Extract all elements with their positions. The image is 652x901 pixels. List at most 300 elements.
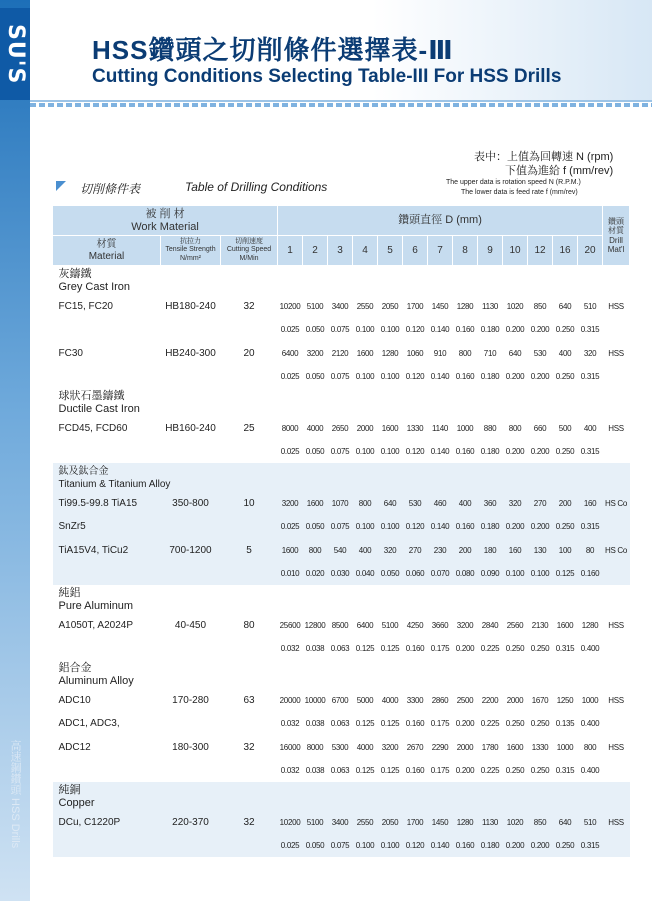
rpm-value: 1280 xyxy=(578,613,603,637)
cutting-speed: 63 xyxy=(221,688,278,712)
diameter-col-header: 2 xyxy=(303,236,328,266)
feed-value: 0.125 xyxy=(353,759,378,782)
feed-value: 0.125 xyxy=(378,759,403,782)
material-name xyxy=(53,834,161,857)
feed-value: 0.075 xyxy=(328,515,353,538)
feed-value: 0.315 xyxy=(553,759,578,782)
drill-material xyxy=(603,834,630,857)
rpm-value: 1330 xyxy=(528,735,553,759)
feed-value: 0.200 xyxy=(503,440,528,463)
cutting-speed xyxy=(221,562,278,585)
feed-value: 0.140 xyxy=(428,318,453,341)
tensile-strength xyxy=(161,637,221,660)
rpm-value: 4250 xyxy=(403,613,428,637)
table-row xyxy=(53,613,630,637)
drill-material: HSS xyxy=(603,416,630,440)
drill-material: HSS xyxy=(603,735,630,759)
feed-value: 0.160 xyxy=(453,834,478,857)
material-name: A1050T, A2024P xyxy=(53,613,161,637)
diameter-col-header: 8 xyxy=(453,236,478,266)
diameter-col-header: 12 xyxy=(528,236,553,266)
tensile-strength xyxy=(161,759,221,782)
rpm-value: 2670 xyxy=(403,735,428,759)
material-name xyxy=(53,318,161,341)
rpm-value: 1450 xyxy=(428,294,453,318)
feed-value: 0.400 xyxy=(578,637,603,660)
feed-value: 0.225 xyxy=(478,712,503,735)
material-name xyxy=(53,365,161,388)
group-row xyxy=(53,585,630,613)
rpm-value: 400 xyxy=(353,538,378,562)
feed-value: 0.075 xyxy=(328,318,353,341)
feed-value: 0.250 xyxy=(503,712,528,735)
material-group-name: 灰鑄鐵 Grey Cast Iron xyxy=(53,266,630,295)
material-name: FCD45, FCD60 xyxy=(53,416,161,440)
feed-value: 0.140 xyxy=(428,515,453,538)
feed-value: 0.200 xyxy=(528,318,553,341)
table-row xyxy=(53,491,630,515)
feed-value: 0.200 xyxy=(528,440,553,463)
feed-value: 0.025 xyxy=(278,365,303,388)
drill-material xyxy=(603,712,630,735)
feed-value: 0.225 xyxy=(478,637,503,660)
feed-value: 0.180 xyxy=(478,365,503,388)
feed-value: 0.100 xyxy=(353,318,378,341)
rpm-value: 2560 xyxy=(503,613,528,637)
material-group-name: 純鋁 Pure Aluminum xyxy=(53,585,630,613)
rpm-value: 2550 xyxy=(353,294,378,318)
rpm-value: 2860 xyxy=(428,688,453,712)
feed-value: 0.075 xyxy=(328,440,353,463)
material-group-name: 純銅 Copper xyxy=(53,782,630,810)
tensile-strength: 350-800 xyxy=(161,491,221,515)
group-row xyxy=(53,660,630,688)
feed-value: 0.200 xyxy=(528,365,553,388)
tensile-strength: 170-280 xyxy=(161,688,221,712)
conditions-table xyxy=(52,205,629,857)
table-row xyxy=(53,341,630,365)
cutting-speed: 32 xyxy=(221,735,278,759)
table-row xyxy=(53,735,630,759)
feed-value: 0.025 xyxy=(278,515,303,538)
tensile-header: 抗拉力 Tensile Strength N/mm² xyxy=(161,236,221,266)
rpm-value: 3400 xyxy=(328,810,353,834)
rpm-value: 2840 xyxy=(478,613,503,637)
feed-value: 0.038 xyxy=(303,637,328,660)
drill-material: HSS xyxy=(603,294,630,318)
rpm-value: 25600 xyxy=(278,613,303,637)
feed-value: 0.250 xyxy=(503,759,528,782)
rpm-value: 2000 xyxy=(453,735,478,759)
note-upper-en: The upper data is rotation speed N (R.P.M.) xyxy=(446,179,581,186)
feed-value: 0.125 xyxy=(553,562,578,585)
feed-value: 0.120 xyxy=(403,834,428,857)
rpm-value: 1000 xyxy=(453,416,478,440)
table-row xyxy=(53,538,630,562)
table-row xyxy=(53,759,630,782)
feed-value: 0.250 xyxy=(528,637,553,660)
feed-value: 0.032 xyxy=(278,759,303,782)
feed-value: 0.175 xyxy=(428,712,453,735)
rpm-value: 2130 xyxy=(528,613,553,637)
rpm-value: 1700 xyxy=(403,294,428,318)
rpm-value: 3200 xyxy=(453,613,478,637)
material-name xyxy=(53,440,161,463)
rpm-value: 1020 xyxy=(503,810,528,834)
feed-value: 0.125 xyxy=(378,637,403,660)
feed-value: 0.160 xyxy=(453,365,478,388)
tensile-strength: 700-1200 xyxy=(161,538,221,562)
rpm-value: 800 xyxy=(578,735,603,759)
rpm-value: 6700 xyxy=(328,688,353,712)
feed-value: 0.250 xyxy=(553,318,578,341)
feed-value: 0.050 xyxy=(303,318,328,341)
rpm-value: 2050 xyxy=(378,294,403,318)
drill-material: HSS xyxy=(603,688,630,712)
table-row xyxy=(53,712,630,735)
rpm-value: 8000 xyxy=(303,735,328,759)
feed-value: 0.160 xyxy=(453,440,478,463)
feed-value: 0.100 xyxy=(378,318,403,341)
rpm-value: 10200 xyxy=(278,810,303,834)
feed-value: 0.125 xyxy=(353,637,378,660)
rpm-value: 400 xyxy=(578,416,603,440)
table-row xyxy=(53,440,630,463)
feed-value: 0.160 xyxy=(453,318,478,341)
cutting-speed xyxy=(221,637,278,660)
rpm-value: 100 xyxy=(553,538,578,562)
rpm-value: 530 xyxy=(403,491,428,515)
feed-value: 0.050 xyxy=(303,515,328,538)
cutting-speed xyxy=(221,834,278,857)
material-group-name: 球狀石墨鑄鐵 Ductile Cast Iron xyxy=(53,388,630,416)
rpm-value: 3300 xyxy=(403,688,428,712)
rpm-value: 1280 xyxy=(453,810,478,834)
cutting-speed: 32 xyxy=(221,810,278,834)
rpm-value: 710 xyxy=(478,341,503,365)
tensile-strength xyxy=(161,318,221,341)
rpm-value: 320 xyxy=(378,538,403,562)
feed-value: 0.125 xyxy=(353,712,378,735)
feed-value: 0.200 xyxy=(503,515,528,538)
rpm-value: 180 xyxy=(478,538,503,562)
feed-value: 0.120 xyxy=(403,318,428,341)
rpm-value: 660 xyxy=(528,416,553,440)
drill-material xyxy=(603,637,630,660)
rpm-value: 640 xyxy=(553,810,578,834)
feed-value: 0.135 xyxy=(553,712,578,735)
rpm-value: 1600 xyxy=(303,491,328,515)
diameter-col-header: 9 xyxy=(478,236,503,266)
diameter-col-header: 6 xyxy=(403,236,428,266)
rpm-value: 4000 xyxy=(353,735,378,759)
section-title-en: Table of Drilling Conditions xyxy=(185,180,328,194)
cutting-speed: 25 xyxy=(221,416,278,440)
cutting-speed: 20 xyxy=(221,341,278,365)
rpm-value: 360 xyxy=(478,491,503,515)
feed-value: 0.200 xyxy=(503,365,528,388)
rpm-value: 3200 xyxy=(278,491,303,515)
tensile-strength: 180-300 xyxy=(161,735,221,759)
rpm-value: 2500 xyxy=(453,688,478,712)
feed-value: 0.025 xyxy=(278,834,303,857)
feed-value: 0.100 xyxy=(528,562,553,585)
feed-value: 0.050 xyxy=(378,562,403,585)
feed-value: 0.075 xyxy=(328,834,353,857)
material-header: 材質 Material xyxy=(53,236,161,266)
rpm-value: 1700 xyxy=(403,810,428,834)
rpm-value: 1250 xyxy=(553,688,578,712)
drill-material-header: 鑽頭 材質 Drill Mat'l xyxy=(603,206,630,266)
rpm-value: 2200 xyxy=(478,688,503,712)
diameter-col-header: 5 xyxy=(378,236,403,266)
feed-value: 0.025 xyxy=(278,440,303,463)
material-name xyxy=(53,562,161,585)
page-title-en: Cutting Conditions Selecting Table-III For HSS Drills xyxy=(92,66,562,87)
rpm-value: 1600 xyxy=(353,341,378,365)
feed-value: 0.100 xyxy=(378,834,403,857)
table-row xyxy=(53,562,630,585)
note-lower-zh: 下值為進給 f (mm/rev) xyxy=(505,165,614,177)
material-name: ADC10 xyxy=(53,688,161,712)
rpm-value: 1780 xyxy=(478,735,503,759)
material-name: ADC12 xyxy=(53,735,161,759)
rpm-value: 1000 xyxy=(578,688,603,712)
feed-value: 0.250 xyxy=(528,759,553,782)
feed-value: 0.100 xyxy=(353,515,378,538)
rpm-value: 1450 xyxy=(428,810,453,834)
feed-value: 0.060 xyxy=(403,562,428,585)
rpm-value: 3660 xyxy=(428,613,453,637)
material-name: TiA15V4, TiCu2 xyxy=(53,538,161,562)
material-name xyxy=(53,637,161,660)
rpm-value: 1130 xyxy=(478,294,503,318)
feed-value: 0.120 xyxy=(403,365,428,388)
feed-value: 0.200 xyxy=(453,712,478,735)
rpm-value: 1130 xyxy=(478,810,503,834)
material-name: Ti99.5-99.8 TiA15 xyxy=(53,491,161,515)
rpm-value: 800 xyxy=(353,491,378,515)
tensile-strength xyxy=(161,440,221,463)
diameter-col-header: 20 xyxy=(578,236,603,266)
rpm-value: 5100 xyxy=(378,613,403,637)
feed-value: 0.315 xyxy=(578,440,603,463)
drill-material: HSS xyxy=(603,810,630,834)
rpm-value: 850 xyxy=(528,810,553,834)
rpm-value: 4000 xyxy=(378,688,403,712)
drill-material: HS Co xyxy=(603,538,630,562)
cutting-speed xyxy=(221,318,278,341)
feed-value: 0.315 xyxy=(553,637,578,660)
rpm-value: 5100 xyxy=(303,294,328,318)
feed-value: 0.200 xyxy=(503,834,528,857)
diameter-col-header: 3 xyxy=(328,236,353,266)
table-row xyxy=(53,834,630,857)
feed-value: 0.025 xyxy=(278,318,303,341)
material-group-name: 鋁合金 Aluminum Alloy xyxy=(53,660,630,688)
section-title-zh: 切削條件表 xyxy=(80,182,141,196)
feed-value: 0.125 xyxy=(378,712,403,735)
group-row xyxy=(53,782,630,810)
feed-value: 0.250 xyxy=(553,365,578,388)
rpm-value: 510 xyxy=(578,294,603,318)
rpm-value: 500 xyxy=(553,416,578,440)
feed-value: 0.250 xyxy=(553,440,578,463)
tensile-strength xyxy=(161,834,221,857)
brand-logo: SU'S xyxy=(0,8,30,100)
rpm-value: 460 xyxy=(428,491,453,515)
feed-value: 0.038 xyxy=(303,759,328,782)
rpm-value: 800 xyxy=(503,416,528,440)
rpm-value: 2290 xyxy=(428,735,453,759)
rpm-value: 2650 xyxy=(328,416,353,440)
rpm-value: 2550 xyxy=(353,810,378,834)
rpm-value: 530 xyxy=(528,341,553,365)
feed-value: 0.315 xyxy=(578,515,603,538)
feed-value: 0.063 xyxy=(328,759,353,782)
side-caption: 高速鋼鑽頭 HSS Drills xyxy=(9,740,21,849)
rpm-value: 6400 xyxy=(353,613,378,637)
rpm-value: 1670 xyxy=(528,688,553,712)
feed-value: 0.175 xyxy=(428,637,453,660)
feed-value: 0.250 xyxy=(528,712,553,735)
feed-value: 0.140 xyxy=(428,440,453,463)
feed-value: 0.200 xyxy=(528,834,553,857)
feed-value: 0.010 xyxy=(278,562,303,585)
tensile-strength xyxy=(161,515,221,538)
drill-material xyxy=(603,440,630,463)
feed-value: 0.160 xyxy=(403,759,428,782)
rpm-value: 16000 xyxy=(278,735,303,759)
feed-value: 0.200 xyxy=(528,515,553,538)
feed-value: 0.180 xyxy=(478,834,503,857)
feed-value: 0.120 xyxy=(403,440,428,463)
page-header xyxy=(30,0,652,102)
rpm-value: 230 xyxy=(428,538,453,562)
feed-value: 0.200 xyxy=(453,637,478,660)
feed-value: 0.225 xyxy=(478,759,503,782)
rpm-value: 12800 xyxy=(303,613,328,637)
cutting-speed: 10 xyxy=(221,491,278,515)
rpm-value: 640 xyxy=(553,294,578,318)
cutting-speed xyxy=(221,515,278,538)
drill-material xyxy=(603,759,630,782)
table-row xyxy=(53,365,630,388)
drill-material xyxy=(603,318,630,341)
diameter-header: 鑽頭直徑 D (mm) xyxy=(278,206,603,236)
rpm-value: 1600 xyxy=(553,613,578,637)
rpm-value: 1330 xyxy=(403,416,428,440)
drill-material: HSS xyxy=(603,613,630,637)
material-group-name: 鈦及鈦合金 Titanium & Titanium Alloy xyxy=(53,463,630,491)
feed-value: 0.315 xyxy=(578,365,603,388)
rpm-value: 2000 xyxy=(353,416,378,440)
feed-value: 0.020 xyxy=(303,562,328,585)
material-name xyxy=(53,759,161,782)
group-row xyxy=(53,463,630,491)
rpm-value: 8500 xyxy=(328,613,353,637)
drill-material: HSS xyxy=(603,341,630,365)
feed-value: 0.038 xyxy=(303,712,328,735)
rpm-value: 880 xyxy=(478,416,503,440)
feed-value: 0.160 xyxy=(578,562,603,585)
tensile-strength xyxy=(161,562,221,585)
cutting-speed: 80 xyxy=(221,613,278,637)
rpm-value: 5100 xyxy=(303,810,328,834)
rpm-value: 4000 xyxy=(303,416,328,440)
tensile-strength: HB240-300 xyxy=(161,341,221,365)
rpm-value: 80 xyxy=(578,538,603,562)
rpm-value: 8000 xyxy=(278,416,303,440)
rpm-value: 5300 xyxy=(328,735,353,759)
feed-value: 0.100 xyxy=(378,515,403,538)
feed-value: 0.050 xyxy=(303,440,328,463)
rpm-value: 400 xyxy=(553,341,578,365)
cutting-speed xyxy=(221,365,278,388)
rpm-value: 160 xyxy=(503,538,528,562)
group-row xyxy=(53,388,630,416)
rpm-value: 640 xyxy=(503,341,528,365)
rpm-value: 200 xyxy=(553,491,578,515)
feed-value: 0.140 xyxy=(428,834,453,857)
feed-value: 0.315 xyxy=(578,834,603,857)
rpm-value: 10200 xyxy=(278,294,303,318)
feed-value: 0.400 xyxy=(578,712,603,735)
feed-value: 0.030 xyxy=(328,562,353,585)
feed-value: 0.100 xyxy=(353,834,378,857)
material-name: SnZr5 xyxy=(53,515,161,538)
rpm-value: 270 xyxy=(528,491,553,515)
feed-value: 0.100 xyxy=(378,365,403,388)
rpm-value: 1600 xyxy=(503,735,528,759)
page-title-zh: HSS鑽頭之切削條件選擇表-Ⅲ xyxy=(92,35,454,65)
feed-value: 0.180 xyxy=(478,440,503,463)
feed-value: 0.120 xyxy=(403,515,428,538)
material-name: FC15, FC20 xyxy=(53,294,161,318)
table-row xyxy=(53,416,630,440)
rpm-value: 1070 xyxy=(328,491,353,515)
table-row xyxy=(53,515,630,538)
feed-value: 0.063 xyxy=(328,637,353,660)
rpm-value: 3400 xyxy=(328,294,353,318)
rpm-value: 1600 xyxy=(278,538,303,562)
rpm-value: 2050 xyxy=(378,810,403,834)
rpm-value: 270 xyxy=(403,538,428,562)
header-stripe xyxy=(30,103,652,107)
feed-value: 0.200 xyxy=(503,318,528,341)
rpm-value: 3200 xyxy=(378,735,403,759)
feed-value: 0.032 xyxy=(278,712,303,735)
rpm-value: 20000 xyxy=(278,688,303,712)
feed-value: 0.100 xyxy=(378,440,403,463)
feed-value: 0.063 xyxy=(328,712,353,735)
feed-value: 0.075 xyxy=(328,365,353,388)
work-material-header: 被 削 材 Work Material xyxy=(53,206,278,236)
feed-value: 0.160 xyxy=(403,712,428,735)
cutting-speed xyxy=(221,759,278,782)
feed-value: 0.315 xyxy=(578,318,603,341)
rpm-value: 800 xyxy=(453,341,478,365)
feed-value: 0.080 xyxy=(453,562,478,585)
tensile-strength xyxy=(161,712,221,735)
rpm-value: 850 xyxy=(528,294,553,318)
tensile-strength: 40-450 xyxy=(161,613,221,637)
rpm-value: 10000 xyxy=(303,688,328,712)
cutting-speed: 32 xyxy=(221,294,278,318)
feed-value: 0.180 xyxy=(478,318,503,341)
table-row xyxy=(53,688,630,712)
tensile-strength: HB160-240 xyxy=(161,416,221,440)
